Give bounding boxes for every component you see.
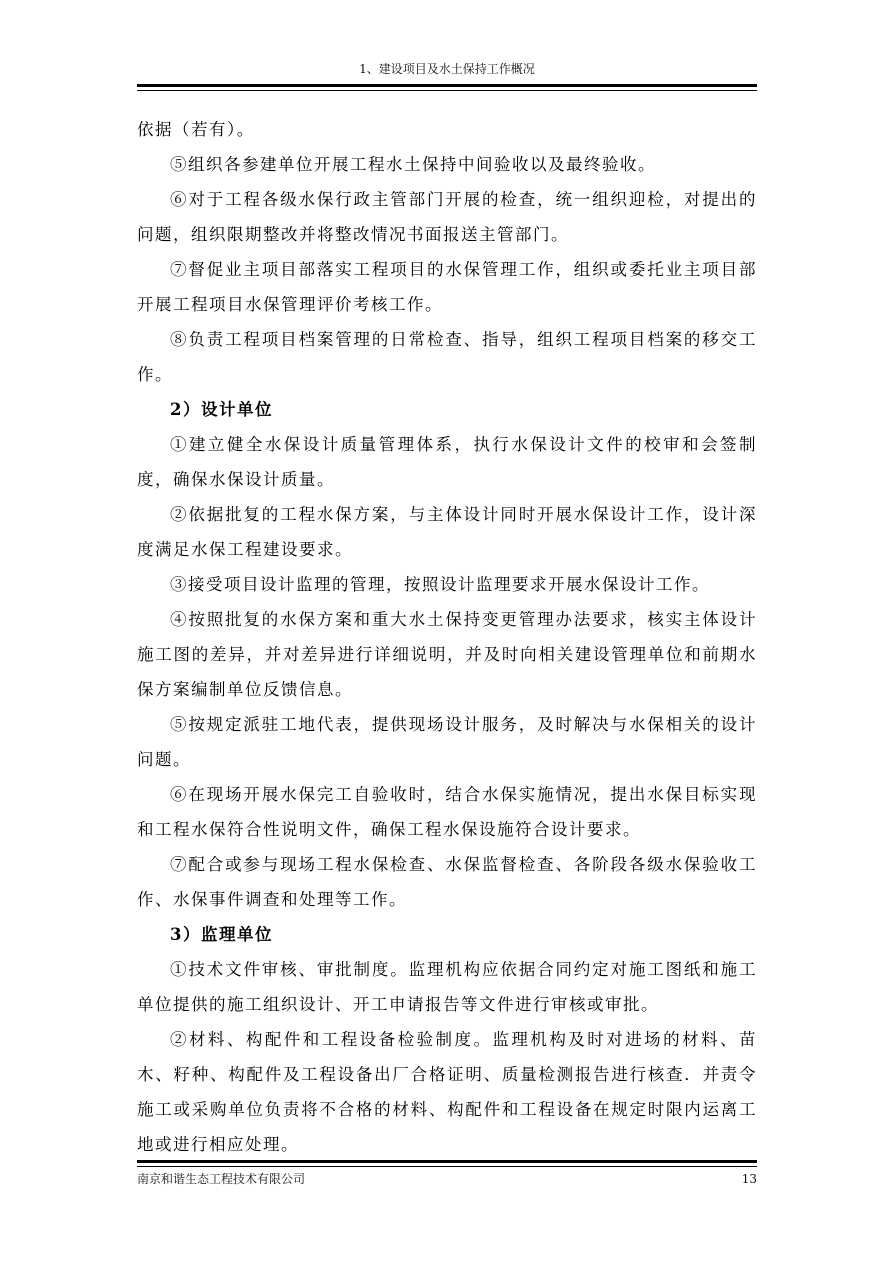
- header-rule-thick: [137, 84, 757, 87]
- paragraph: ①建立健全水保设计质量管理体系，执行水保设计文件的校审和会签制度，确保水保设计质量。: [137, 435, 757, 489]
- paragraph: ⑥在现场开展水保完工自验收时，结合水保实施情况，提出水保目标实现和工程水保符合性说明文件，确保工程水保设施符合设计要求。: [137, 785, 757, 839]
- footer-rule-thin: [137, 1166, 757, 1167]
- paragraph: ⑤按规定派驻工地代表，提供现场设计服务，及时解决与水保相关的设计问题。: [137, 715, 757, 769]
- paragraph: ⑦督促业主项目部落实工程项目的水保管理工作，组织或委托业主项目部开展工程项目水保管理评价考核工作。: [137, 260, 757, 314]
- paragraph: ⑤组织各参建单位开展工程水土保持中间验收以及最终验收。: [170, 155, 656, 174]
- header-rule-thin: [137, 90, 757, 91]
- paragraph: ⑧负责工程项目档案管理的日常检查、指导，组织工程项目档案的移交工作。: [137, 330, 757, 384]
- paragraph: ②依据批复的工程水保方案，与主体设计同时开展水保设计工作，设计深度满足水保工程建设要求。: [137, 505, 757, 559]
- paragraph: ⑥对于工程各级水保行政主管部门开展的检查，统一组织迎检，对提出的问题，组织限期整改并将整改情况书面报送主管部门。: [137, 190, 757, 244]
- page-footer: [137, 1171, 757, 1187]
- footer-rule-thick: [137, 1160, 757, 1163]
- section-heading: 3）监理单位: [170, 925, 273, 944]
- page-header: 1、建设项目及水土保持工作概况: [359, 62, 535, 76]
- paragraph: ④按照批复的水保方案和重大水土保持变更管理办法要求，核实主体设计施工图的差异，并对差异进行详细说明，并及时向相关建设管理单位和前期水保方案编制单位反馈信息。: [137, 610, 757, 699]
- paragraph: ②材料、构配件和工程设备检验制度。监理机构及时对进场的材料、苗木、籽种、构配件及工程设备出厂合格证明、质量检测报告进行核查．并责令施工或采购单位负责将不合格的材料、构配件和工程设备在规定时限内运离工地或进行相应处理。: [137, 1030, 757, 1154]
- footer-company: 南京和谐生态工程技术有限公司: [137, 1172, 306, 1186]
- page-number: 13: [741, 1172, 757, 1186]
- paragraph: ③接受项目设计监理的管理，按照设计监理要求开展水保设计工作。: [170, 575, 710, 594]
- paragraph: ⑦配合或参与现场工程水保检查、水保监督检查、各阶段各级水保验收工作、水保事件调查和处理等工作。: [137, 855, 757, 909]
- section-heading: 2）设计单位: [170, 400, 273, 419]
- document-body: [137, 112, 757, 1162]
- paragraph: ①技术文件审核、审批制度。监理机构应依据合同约定对施工图纸和施工单位提供的施工组织设计、开工申请报告等文件进行审核或审批。: [137, 960, 757, 1014]
- paragraph: 依据（若有）。: [137, 120, 255, 139]
